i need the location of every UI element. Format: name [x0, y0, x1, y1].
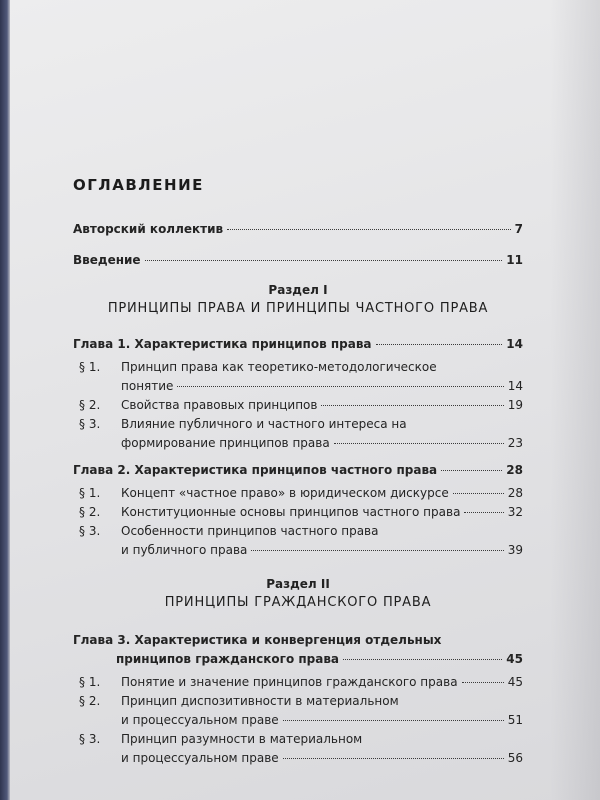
paragraph-title-line: Принцип права как теоретико-методологическое — [121, 360, 437, 374]
paragraph-title-line: Конституционные основы принципов частного права — [121, 505, 461, 519]
toc-page-number: 56 — [507, 751, 523, 765]
dot-leader — [343, 659, 502, 660]
toc-page-number: 28 — [507, 486, 523, 500]
section-title: ПРИНЦИПЫ ГРАЖДАНСКОГО ПРАВА — [164, 595, 432, 610]
toc-page-number: 11 — [506, 253, 523, 267]
dot-leader — [227, 229, 511, 230]
toc-paragraph — [73, 503, 523, 522]
toc-chapter-title: Глава 3. Характеристика и конвергенция отдельных — [73, 633, 442, 647]
paragraph-title-line: и процессуальном праве — [121, 713, 279, 727]
table-of-contents — [73, 176, 523, 768]
toc-page-number: 51 — [507, 713, 523, 727]
toc-entry-title: Введение — [73, 253, 141, 267]
paragraph-mark: § 1. — [79, 360, 101, 374]
paragraph-last-line — [121, 484, 523, 503]
dot-leader — [321, 405, 503, 406]
toc-chapter — [73, 631, 523, 669]
paragraph-mark: § 3. — [79, 417, 101, 431]
paragraph-title-line: и процессуальном праве — [121, 751, 279, 765]
section-label: Раздел I — [268, 283, 328, 297]
toc-page-number: 14 — [507, 379, 523, 393]
paragraph-last-line — [121, 434, 523, 453]
paragraph-mark: § 1. — [79, 486, 101, 500]
paragraph-title-line: понятие — [121, 379, 174, 393]
paragraph-mark: § 3. — [79, 732, 101, 746]
paragraph-last-line — [121, 673, 523, 692]
paragraph-mark: § 1. — [79, 675, 101, 689]
paragraph-last-line — [121, 503, 523, 522]
toc-page-number: 7 — [514, 222, 523, 236]
toc-chapter — [73, 461, 523, 480]
dot-leader — [251, 550, 503, 551]
dot-leader — [464, 512, 503, 513]
book-cover-edge — [0, 0, 10, 800]
paragraph-mark: § 2. — [79, 694, 101, 708]
dot-leader — [283, 720, 504, 721]
toc-chapter — [73, 335, 523, 354]
page-shadow — [550, 0, 600, 800]
toc-page-number: 45 — [506, 652, 523, 666]
paragraph-last-line — [121, 377, 523, 396]
toc-paragraph — [73, 358, 523, 396]
paragraph-title-line: Принцип разумности в материальном — [121, 732, 363, 746]
paragraph-mark: § 2. — [79, 398, 101, 412]
paragraph-title-line: и публичного права — [121, 543, 248, 557]
dot-leader — [441, 470, 502, 471]
toc-paragraph — [73, 484, 523, 503]
toc-chapter-title: Глава 1. Характеристика принципов права — [73, 337, 372, 351]
paragraph-last-line — [121, 396, 523, 415]
section-label: Раздел II — [266, 577, 330, 591]
toc-page-number: 39 — [507, 543, 523, 557]
dot-leader — [145, 260, 503, 261]
paragraph-title-line: Свойства правовых принципов — [121, 398, 318, 412]
toc-chapter-title: принципов гражданского права — [116, 652, 340, 666]
toc-page-number: 23 — [507, 436, 523, 450]
paragraph-mark: § 2. — [79, 505, 101, 519]
toc-entry-introduction — [73, 251, 523, 270]
paragraph-title-line: формирование принципов права — [121, 436, 330, 450]
paragraph-last-line — [121, 711, 523, 730]
toc-paragraph — [73, 415, 523, 453]
section-title: ПРИНЦИПЫ ПРАВА И ПРИНЦИПЫ ЧАСТНОГО ПРАВА — [107, 301, 489, 316]
toc-page-number: 28 — [506, 463, 523, 477]
paragraph-mark: § 3. — [79, 524, 101, 538]
dot-leader — [462, 682, 504, 683]
toc-chapter-title: Глава 2. Характеристика принципов частного права — [73, 463, 438, 477]
toc-page-number: 45 — [507, 675, 523, 689]
paragraph-last-line — [121, 541, 523, 560]
dot-leader — [334, 443, 504, 444]
toc-entry-authors — [73, 220, 523, 239]
dot-leader — [376, 344, 503, 345]
toc-entry-title: Авторский коллектив — [73, 222, 224, 236]
toc-paragraph — [73, 673, 523, 692]
paragraph-title-line: Влияние публичного и частного интереса на — [121, 417, 407, 431]
paragraph-title-line: Понятие и значение принципов гражданского права — [121, 675, 458, 689]
paragraph-last-line — [121, 749, 523, 768]
toc-paragraph — [73, 522, 523, 560]
paragraph-title-line: Концепт «частное право» в юридическом дискурсе — [121, 486, 449, 500]
dot-leader — [283, 758, 504, 759]
paragraph-title-line: Принцип диспозитивности в материальном — [121, 694, 399, 708]
toc-page-number: 14 — [506, 337, 523, 351]
toc-paragraph — [73, 692, 523, 730]
chapter-last-line — [73, 650, 523, 669]
dot-leader — [177, 386, 503, 387]
toc-heading: ОГЛАВЛЕНИЕ — [73, 176, 204, 194]
toc-page-number: 19 — [507, 398, 523, 412]
toc-paragraph — [73, 730, 523, 768]
toc-paragraph — [73, 396, 523, 415]
paragraph-title-line: Особенности принципов частного права — [121, 524, 379, 538]
dot-leader — [453, 493, 504, 494]
toc-page-number: 32 — [507, 505, 523, 519]
